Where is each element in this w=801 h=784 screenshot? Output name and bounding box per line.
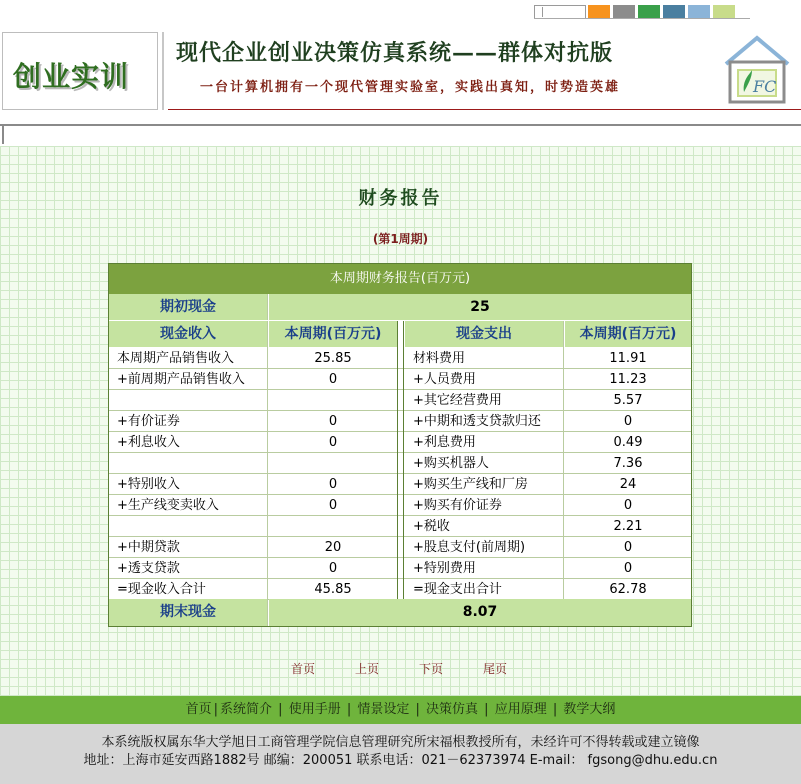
footer-info bbox=[0, 724, 801, 784]
income-label: +生产线变卖收入 bbox=[117, 498, 219, 513]
logo-text: 创业实训 bbox=[13, 60, 130, 93]
expense-label: +税收 bbox=[413, 519, 450, 534]
logo[interactable] bbox=[2, 32, 158, 110]
expense-amount-header: 本周期(百万元) bbox=[565, 321, 691, 347]
closing-cash-value: 8.07 bbox=[269, 599, 691, 626]
theme-swatch-orange[interactable] bbox=[588, 5, 610, 18]
income-value: 25.85 bbox=[314, 351, 352, 366]
income-value bbox=[269, 390, 397, 411]
expense-value: 2.21 bbox=[613, 519, 643, 534]
banner-title: 现代企业创业决策仿真系统——群体对抗版 bbox=[176, 40, 614, 66]
closing-cash-label: 期末现金 bbox=[109, 599, 267, 626]
expense-value: 0 bbox=[623, 540, 633, 555]
income-label bbox=[109, 390, 267, 411]
pager-last-link[interactable]: 尾页 bbox=[483, 662, 508, 676]
financial-report-table bbox=[108, 263, 692, 627]
pager-prev-link[interactable]: 上页 bbox=[355, 662, 380, 676]
fc-logo-text: FC bbox=[753, 77, 777, 96]
expense-label: +股息支付(前周期) bbox=[413, 540, 526, 555]
expense-value: 0 bbox=[623, 414, 633, 429]
footer-link-intro[interactable]: 系统简介 bbox=[220, 702, 273, 717]
opening-cash-label: 期初现金 bbox=[109, 294, 267, 320]
pager bbox=[0, 660, 801, 680]
theme-swatch-blue[interactable] bbox=[688, 5, 710, 18]
theme-swatch-green[interactable] bbox=[638, 5, 660, 18]
income-label: +特别收入 bbox=[117, 477, 180, 492]
income-value: 0 bbox=[328, 372, 338, 387]
footer-link-manual[interactable]: 使用手册 bbox=[288, 702, 341, 717]
column-divider bbox=[397, 321, 398, 599]
income-label: +透支贷款 bbox=[117, 561, 180, 576]
income-label: +利息收入 bbox=[117, 435, 180, 450]
income-label: +中期贷款 bbox=[117, 540, 180, 555]
expense-label: +购买机器人 bbox=[413, 456, 489, 471]
nav-strip bbox=[0, 112, 801, 146]
scroll-knob[interactable] bbox=[537, 7, 543, 17]
content-area bbox=[0, 146, 801, 696]
table-caption: 本周期财务报告(百万元) bbox=[109, 264, 691, 294]
expense-label: +人员费用 bbox=[413, 372, 476, 387]
theme-swatch-teal[interactable] bbox=[663, 5, 685, 18]
income-label bbox=[109, 516, 267, 537]
expense-value: 11.23 bbox=[609, 372, 647, 387]
banner-divider bbox=[162, 32, 164, 110]
income-value: 0 bbox=[328, 561, 338, 576]
footer-link-scenario[interactable]: 情景设定 bbox=[357, 702, 410, 717]
income-value: 0 bbox=[328, 477, 338, 492]
footer-nav: 首页 | 系统简介 | 使用手册 | 情景设定 | 决策仿真 | 应用原理 | 教学大纲 bbox=[0, 696, 801, 724]
expense-value: 5.57 bbox=[613, 393, 643, 408]
theme-swatch-lime[interactable] bbox=[713, 5, 735, 18]
expense-value: 7.36 bbox=[613, 456, 643, 471]
page-title: 财务报告 bbox=[358, 188, 443, 209]
expense-label: +利息费用 bbox=[413, 435, 476, 450]
theme-swatch-gray[interactable] bbox=[613, 5, 635, 18]
scroll-widget[interactable] bbox=[534, 5, 586, 19]
income-value bbox=[269, 453, 397, 474]
pager-next-link[interactable]: 下页 bbox=[419, 662, 444, 676]
expense-value: 0.49 bbox=[613, 435, 643, 450]
expense-value: 11.91 bbox=[609, 351, 647, 366]
column-divider bbox=[267, 294, 268, 320]
income-value: 0 bbox=[328, 414, 338, 429]
expense-value: 62.78 bbox=[609, 582, 647, 597]
expense-value: 24 bbox=[619, 477, 637, 492]
address-text: 地址：上海市延安西路1882号 邮编：200051 联系电话：021－62373974 E-mail： fgsong@dhu.edu.cn bbox=[83, 753, 718, 768]
income-label: =现金收入合计 bbox=[117, 582, 206, 597]
pager-first-link[interactable]: 首页 bbox=[291, 662, 316, 676]
copyright-text: 本系统版权属东华大学旭日工商管理学院信息管理研究所宋福根教授所有，未经许可不得转载或建立镜像 bbox=[101, 735, 700, 750]
banner-slogan: 一台计算机拥有一个现代管理实验室，实践出真知，时势造英雄 bbox=[200, 80, 621, 95]
expense-label: +特别费用 bbox=[413, 561, 476, 576]
income-value bbox=[269, 516, 397, 537]
footer-link-simulation[interactable]: 决策仿真 bbox=[426, 702, 479, 717]
expense-label: +中期和透支贷款归还 bbox=[413, 414, 541, 429]
banner bbox=[0, 30, 801, 112]
column-divider bbox=[267, 321, 268, 599]
column-divider bbox=[563, 321, 564, 599]
income-label: 本周期产品销售收入 bbox=[117, 351, 235, 366]
expense-label: +其它经营费用 bbox=[413, 393, 502, 408]
income-label bbox=[109, 453, 267, 474]
period-label: (第1周期) bbox=[372, 232, 429, 246]
top-bar bbox=[0, 0, 801, 30]
expense-label: 材料费用 bbox=[413, 351, 466, 366]
column-divider bbox=[403, 321, 404, 599]
income-label: +有价证券 bbox=[117, 414, 180, 429]
income-amount-header: 本周期(百万元) bbox=[269, 321, 397, 347]
column-divider bbox=[267, 599, 268, 626]
expense-header: 现金支出 bbox=[405, 321, 563, 347]
footer-link-principles[interactable]: 应用原理 bbox=[494, 702, 547, 717]
expense-value: 0 bbox=[623, 561, 633, 576]
income-value: 45.85 bbox=[314, 582, 352, 597]
expense-label: +购买生产线和厂房 bbox=[413, 477, 528, 492]
top-divider bbox=[534, 18, 750, 19]
income-value: 0 bbox=[328, 498, 338, 513]
fc-house-logo bbox=[722, 34, 792, 106]
expense-label: +购买有价证券 bbox=[413, 498, 502, 513]
footer-link-syllabus[interactable]: 教学大纲 bbox=[563, 702, 616, 717]
banner-underline bbox=[168, 109, 801, 110]
footer-link-home[interactable]: 首页 bbox=[185, 702, 212, 717]
income-value: 0 bbox=[328, 435, 338, 450]
income-label: +前周期产品销售收入 bbox=[117, 372, 245, 387]
expense-value: 0 bbox=[623, 498, 633, 513]
opening-cash-value: 25 bbox=[269, 294, 691, 320]
income-value: 20 bbox=[324, 540, 342, 555]
expense-label: =现金支出合计 bbox=[413, 582, 502, 597]
income-header: 现金收入 bbox=[109, 321, 267, 347]
